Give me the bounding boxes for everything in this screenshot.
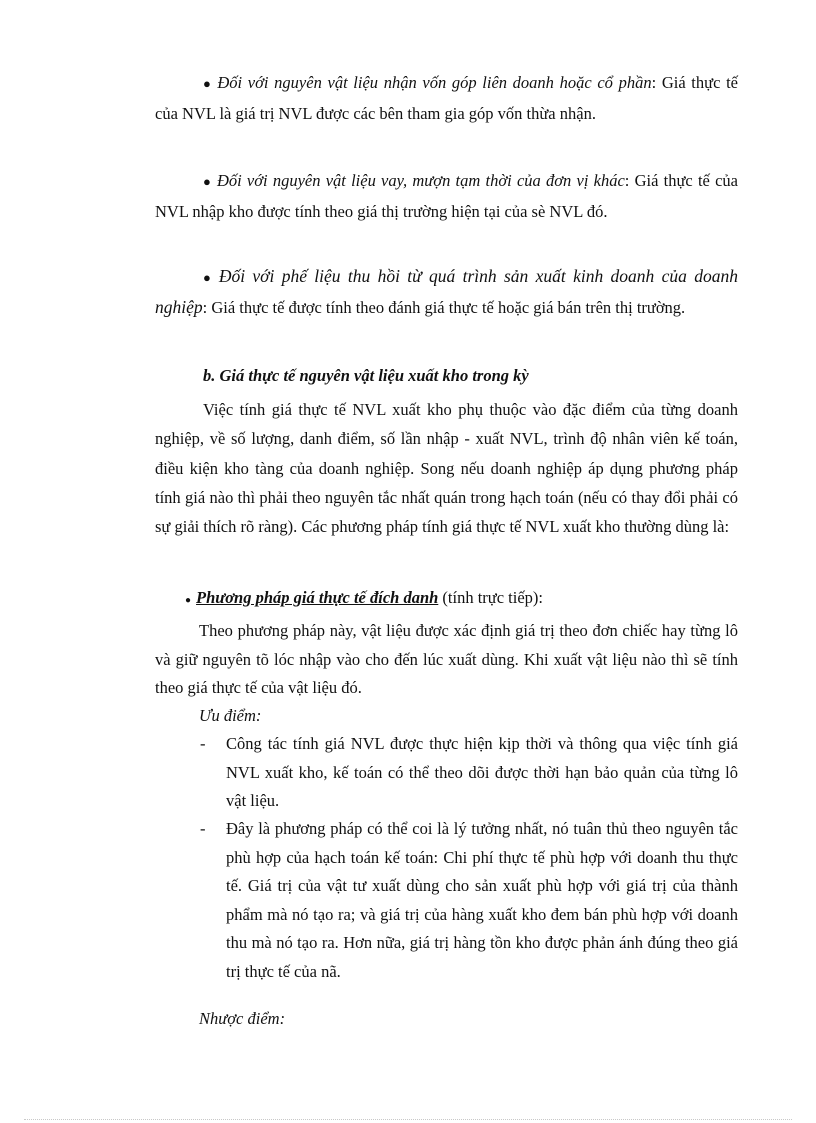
section-heading: b. Giá thực tế nguyên vật liệu xuất kho trong kỳ	[203, 366, 529, 385]
bullet-icon: ●	[203, 270, 214, 285]
bullet-paragraph	[155, 68, 738, 128]
bullet-icon: ●	[185, 595, 192, 606]
advantage-item	[200, 815, 738, 986]
bullet-lead: Đối với phế liệu thu hồi từ quá trình sản xuất kinh doanh của doanh nghiệp	[155, 266, 738, 317]
disadvantages-label: Nhược điểm:	[199, 1009, 286, 1028]
dash-icon: -	[200, 819, 206, 838]
bullet-paragraph	[155, 262, 738, 322]
bullet-paragraph	[155, 166, 738, 226]
dash-icon: -	[200, 734, 206, 753]
bullet-icon: ●	[203, 76, 213, 91]
method-title: Phương pháp giá thực tế đích danh	[196, 588, 439, 607]
method-paragraph: Theo phương pháp này, vật liệu được xác định giá trị theo đơn chiếc hay từng lô và giữ nguyên tõ lóc nhập vào cho đến lúc xuất dùng. Khi xuất vật liệu nào thì sẽ tính theo giá thực tế của vật liệu đó.	[155, 621, 738, 697]
method-line	[185, 584, 543, 615]
advantages-label: Ưu điểm:	[199, 706, 262, 725]
advantage-text: Công tác tính giá NVL được thực hiện kịp thời và thông qua việc tính giá NVL xuất kho, kế toán có thể theo dõi được thời hạn bảo quản của từng lô vật liệu.	[226, 734, 738, 810]
bullet-rest: : Giá thực tế được tính theo đánh giá thực tế hoặc giá bán trên thị trường.	[202, 297, 686, 317]
bullet-lead: Đối với nguyên vật liệu nhận vốn góp liên doanh hoặc cổ phần	[217, 73, 652, 92]
bullet-rest: : Giá thực tế của NVL là giá trị NVL được các bên tham gia góp vốn thừa nhận.	[155, 73, 738, 123]
advantage-item	[200, 730, 738, 816]
bullet-icon: ●	[203, 174, 212, 189]
bullet-lead: Đối với nguyên vật liệu vay, mượn tạm thời của đơn vị khác	[216, 171, 625, 190]
advantage-text: Đây là phương pháp có thể coi là lý tưởng nhất, nó tuân thủ theo nguyên tắc phù hợp của hạch toán kế toán: Chi phí thực tế phù hợp với doanh thu thực tế. Giá trị của vật tư xuất dùng cho sản xuất phù hợp với giá trị của thành phẩm mà nó tạo ra; và giá trị của hàng xuất kho đem bán phù hợp với doanh thu mà nó tạo ra. Hơn nữa, giá trị hàng tồn kho được phản ánh đúng theo giá trị thực tế của nã.	[226, 819, 738, 981]
section-paragraph: Việc tính giá thực tế NVL xuất kho phụ thuộc vào đặc điểm của từng doanh nghiệp, về số lượng, danh điểm, số lần nhập - xuất NVL, trình độ nhân viên kế toán, điều kiện kho tàng của doanh nghiệp. Song nếu doanh nghiệp áp dụng phương pháp tính giá nào thì phải theo nguyên tắc nhất quán trong hạch toán (nếu có thay đổi phải có sự giải thích rõ ràng). Các phương pháp tính giá thực tế NVL xuất kho thường dùng là:	[155, 400, 738, 537]
method-note: (tính trực tiếp):	[438, 588, 544, 607]
bullet-rest: : Giá thực tế của NVL nhập kho được tính theo giá thị trường hiện tại của sè NVL đó.	[155, 171, 738, 221]
page-bottom-divider	[24, 1119, 792, 1120]
